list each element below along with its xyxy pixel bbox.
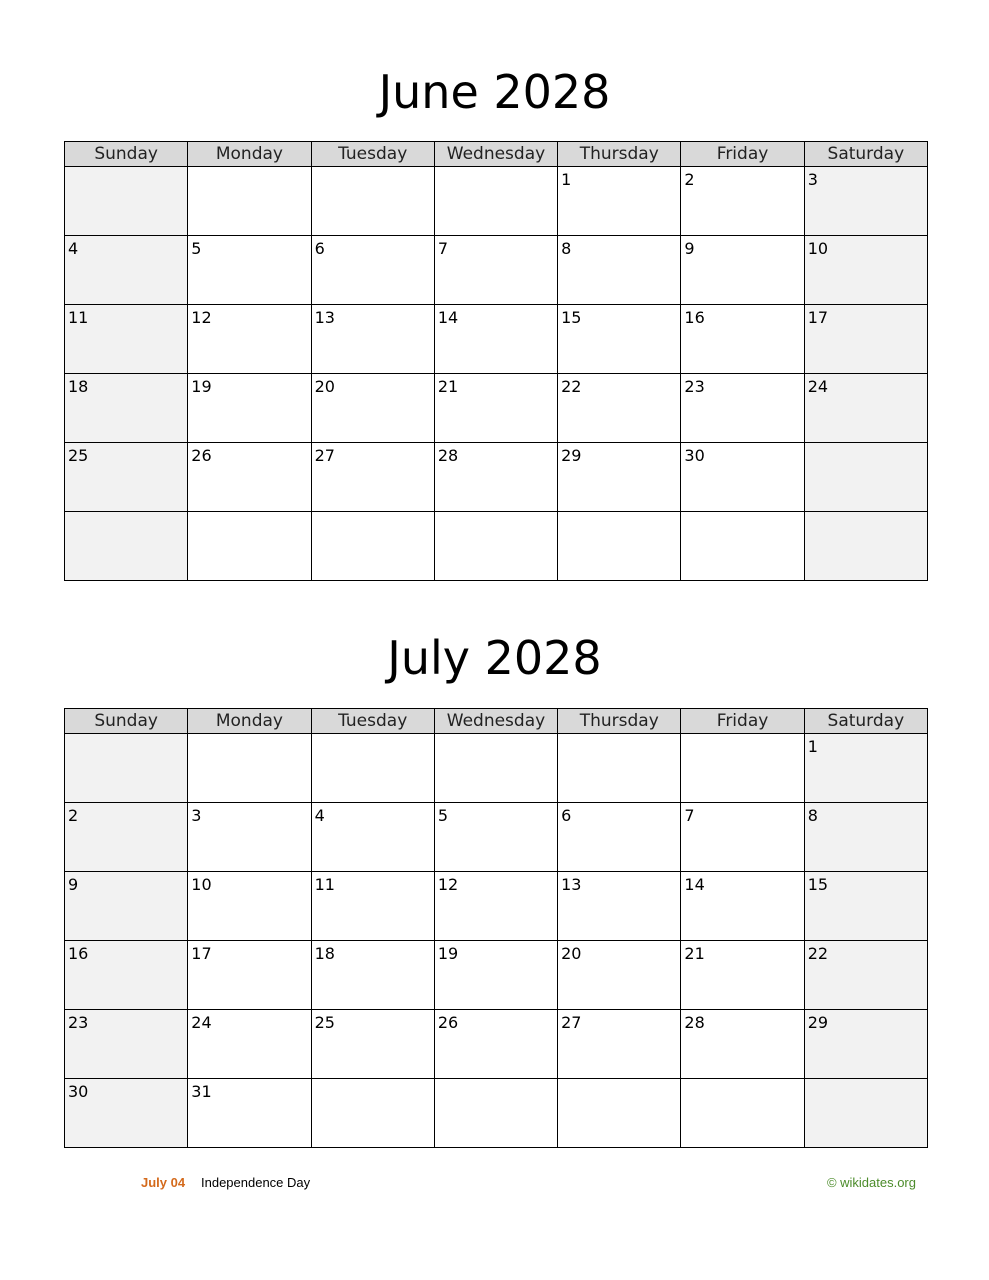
day-number: 11: [314, 875, 335, 894]
day-cell[interactable]: [311, 443, 434, 512]
month-title-june: June 2028: [378, 65, 611, 119]
day-number: 1: [561, 170, 572, 189]
weekday-header: Wednesday: [434, 709, 557, 734]
day-cell[interactable]: [311, 374, 434, 443]
day-cell[interactable]: [558, 305, 681, 374]
week-row: [65, 374, 928, 443]
day-cell[interactable]: [804, 941, 927, 1010]
day-cell[interactable]: [311, 167, 434, 236]
weekday-header: Thursday: [558, 709, 681, 734]
day-cell[interactable]: [311, 1010, 434, 1079]
day-cell[interactable]: [188, 374, 311, 443]
day-number: [805, 1079, 927, 1083]
week-row: [65, 167, 928, 236]
day-number: 8: [807, 806, 818, 825]
weekday-header: Thursday: [558, 142, 681, 167]
day-number: 29: [807, 1013, 829, 1032]
day-cell[interactable]: [311, 734, 434, 803]
day-number: 27: [561, 1013, 582, 1032]
day-cell[interactable]: [434, 512, 557, 581]
day-number: 18: [314, 944, 335, 963]
day-number: 18: [68, 377, 89, 396]
day-number: 28: [437, 446, 459, 465]
day-number: 15: [807, 875, 829, 894]
day-number: 6: [561, 806, 572, 825]
day-cell[interactable]: [558, 374, 681, 443]
day-cell[interactable]: [188, 305, 311, 374]
day-number: 9: [684, 239, 695, 258]
day-number: 21: [684, 944, 705, 963]
day-number: 15: [561, 308, 582, 327]
day-number: [65, 167, 187, 171]
day-cell[interactable]: [804, 803, 927, 872]
day-number: 2: [684, 170, 695, 189]
day-number: [558, 512, 680, 516]
weekday-header: Sunday: [65, 142, 188, 167]
day-number: 7: [684, 806, 695, 825]
day-cell[interactable]: [681, 512, 804, 581]
day-cell[interactable]: [65, 734, 188, 803]
day-cell[interactable]: [434, 734, 557, 803]
day-number: [435, 1079, 557, 1083]
day-cell[interactable]: [188, 512, 311, 581]
day-cell[interactable]: [558, 872, 681, 941]
day-cell[interactable]: [804, 1010, 927, 1079]
day-cell[interactable]: [65, 512, 188, 581]
day-cell[interactable]: [681, 1010, 804, 1079]
day-number: 3: [191, 806, 202, 825]
week-row: [65, 305, 928, 374]
month-title-july: July 2028: [387, 631, 602, 685]
day-cell[interactable]: [434, 1079, 557, 1148]
day-number: 14: [437, 308, 459, 327]
week-row: [65, 1010, 928, 1079]
day-number: 31: [191, 1082, 212, 1101]
weekday-header: Sunday: [65, 709, 188, 734]
day-number: [312, 512, 434, 516]
credit-link[interactable]: © wikidates.org: [826, 1175, 916, 1190]
day-cell[interactable]: [558, 1079, 681, 1148]
day-cell[interactable]: [311, 236, 434, 305]
day-number: 23: [68, 1013, 89, 1032]
day-cell[interactable]: [804, 512, 927, 581]
day-number: 3: [807, 170, 818, 189]
day-number: [435, 167, 557, 171]
day-number: 20: [561, 944, 582, 963]
day-cell[interactable]: [188, 236, 311, 305]
day-number: 25: [314, 1013, 335, 1032]
calendar-july: [64, 708, 928, 1148]
week-row: [65, 872, 928, 941]
day-cell[interactable]: [65, 305, 188, 374]
day-cell[interactable]: [558, 734, 681, 803]
week-row: [65, 512, 928, 581]
day-number: [681, 1079, 803, 1083]
day-number: 13: [561, 875, 582, 894]
day-cell[interactable]: [434, 305, 557, 374]
day-number: 25: [68, 446, 89, 465]
day-number: 12: [437, 875, 459, 894]
day-number: [435, 734, 557, 738]
day-number: 26: [437, 1013, 459, 1032]
day-number: 10: [807, 239, 829, 258]
day-number: [65, 734, 187, 738]
day-cell[interactable]: [311, 1079, 434, 1148]
day-number: [188, 167, 310, 171]
day-number: 23: [684, 377, 705, 396]
day-number: [558, 734, 680, 738]
day-cell[interactable]: [311, 803, 434, 872]
day-cell[interactable]: [681, 167, 804, 236]
day-cell[interactable]: [311, 872, 434, 941]
weekday-header: Saturday: [804, 142, 927, 167]
weekday-header-row: [65, 142, 928, 167]
day-cell[interactable]: [434, 236, 557, 305]
day-number: [312, 167, 434, 171]
weekday-header: Monday: [188, 709, 311, 734]
day-number: 16: [68, 944, 89, 963]
week-row: [65, 734, 928, 803]
day-number: 4: [314, 806, 325, 825]
week-row: [65, 443, 928, 512]
day-number: 5: [437, 806, 449, 825]
day-cell[interactable]: [311, 941, 434, 1010]
day-number: 26: [191, 446, 212, 465]
day-cell[interactable]: [804, 734, 927, 803]
day-cell[interactable]: [558, 1010, 681, 1079]
day-cell[interactable]: [804, 167, 927, 236]
day-number: 30: [684, 446, 705, 465]
calendar-june: [64, 141, 928, 581]
day-number: 1: [807, 737, 818, 756]
day-cell[interactable]: [804, 374, 927, 443]
day-number: 12: [191, 308, 212, 327]
holiday-date: July 04: [141, 1175, 186, 1190]
weekday-header: Saturday: [804, 709, 927, 734]
day-cell[interactable]: [558, 941, 681, 1010]
weekday-header: Friday: [681, 709, 804, 734]
day-number: [435, 512, 557, 516]
day-cell[interactable]: [65, 374, 188, 443]
day-cell[interactable]: [434, 443, 557, 512]
day-cell[interactable]: [65, 872, 188, 941]
day-cell[interactable]: [188, 734, 311, 803]
day-number: 17: [807, 308, 829, 327]
day-cell[interactable]: [65, 443, 188, 512]
weekday-header: Tuesday: [311, 142, 434, 167]
day-number: [188, 734, 310, 738]
day-cell[interactable]: [65, 167, 188, 236]
day-number: 5: [191, 239, 202, 258]
day-number: [681, 512, 803, 516]
day-cell[interactable]: [681, 443, 804, 512]
day-number: 22: [561, 377, 582, 396]
day-cell[interactable]: [311, 305, 434, 374]
day-number: 29: [561, 446, 582, 465]
day-number: [312, 1079, 434, 1083]
day-number: 13: [314, 308, 335, 327]
week-row: [65, 1079, 928, 1148]
day-cell[interactable]: [65, 1010, 188, 1079]
day-cell[interactable]: [681, 734, 804, 803]
day-number: 7: [437, 239, 449, 258]
day-cell[interactable]: [804, 443, 927, 512]
day-cell[interactable]: [434, 167, 557, 236]
day-number: 24: [191, 1013, 212, 1032]
day-number: 2: [68, 806, 79, 825]
day-cell[interactable]: [558, 236, 681, 305]
day-cell[interactable]: [65, 236, 188, 305]
day-number: 28: [684, 1013, 705, 1032]
day-number: [312, 734, 434, 738]
day-cell[interactable]: [188, 443, 311, 512]
day-number: 19: [437, 944, 459, 963]
weekday-header-row: [65, 709, 928, 734]
day-number: 14: [684, 875, 705, 894]
day-cell[interactable]: [188, 167, 311, 236]
day-cell[interactable]: [804, 236, 927, 305]
weekday-header: Tuesday: [311, 709, 434, 734]
day-cell[interactable]: [65, 1079, 188, 1148]
day-number: 9: [68, 875, 79, 894]
week-row: [65, 941, 928, 1010]
day-number: 17: [191, 944, 212, 963]
day-number: [681, 734, 803, 738]
week-row: [65, 236, 928, 305]
day-cell[interactable]: [558, 167, 681, 236]
day-cell[interactable]: [804, 872, 927, 941]
day-cell[interactable]: [804, 1079, 927, 1148]
day-number: 24: [807, 377, 829, 396]
weekday-header: Monday: [188, 142, 311, 167]
day-number: [805, 512, 927, 516]
day-cell[interactable]: [188, 941, 311, 1010]
day-cell[interactable]: [188, 1010, 311, 1079]
day-cell[interactable]: [188, 872, 311, 941]
day-number: 10: [191, 875, 212, 894]
day-number: 19: [191, 377, 212, 396]
day-number: 16: [684, 308, 705, 327]
day-number: 11: [68, 308, 89, 327]
day-cell[interactable]: [188, 1079, 311, 1148]
day-cell[interactable]: [681, 941, 804, 1010]
day-cell[interactable]: [434, 941, 557, 1010]
day-cell[interactable]: [434, 1010, 557, 1079]
week-row: [65, 803, 928, 872]
day-number: 30: [68, 1082, 89, 1101]
day-number: [188, 512, 310, 516]
day-cell[interactable]: [804, 305, 927, 374]
weekday-header: Wednesday: [434, 142, 557, 167]
day-cell[interactable]: [434, 374, 557, 443]
day-cell[interactable]: [558, 803, 681, 872]
day-cell[interactable]: [681, 872, 804, 941]
holiday-name: Independence Day: [201, 1175, 311, 1190]
day-cell[interactable]: [65, 941, 188, 1010]
day-cell[interactable]: [681, 236, 804, 305]
day-cell[interactable]: [558, 512, 681, 581]
day-cell[interactable]: [681, 374, 804, 443]
day-cell[interactable]: [311, 512, 434, 581]
day-cell[interactable]: [434, 872, 557, 941]
day-cell[interactable]: [558, 443, 681, 512]
day-number: 8: [561, 239, 572, 258]
day-number: [805, 443, 927, 447]
day-cell[interactable]: [65, 803, 188, 872]
day-number: 4: [68, 239, 79, 258]
day-number: 27: [314, 446, 335, 465]
day-cell[interactable]: [681, 1079, 804, 1148]
day-number: [558, 1079, 680, 1083]
day-number: 6: [314, 239, 325, 258]
day-cell[interactable]: [681, 803, 804, 872]
day-number: 21: [437, 377, 459, 396]
day-cell[interactable]: [681, 305, 804, 374]
weekday-header: Friday: [681, 142, 804, 167]
day-cell[interactable]: [434, 803, 557, 872]
day-number: 20: [314, 377, 335, 396]
day-cell[interactable]: [188, 803, 311, 872]
day-number: [65, 512, 187, 516]
day-number: 22: [807, 944, 829, 963]
